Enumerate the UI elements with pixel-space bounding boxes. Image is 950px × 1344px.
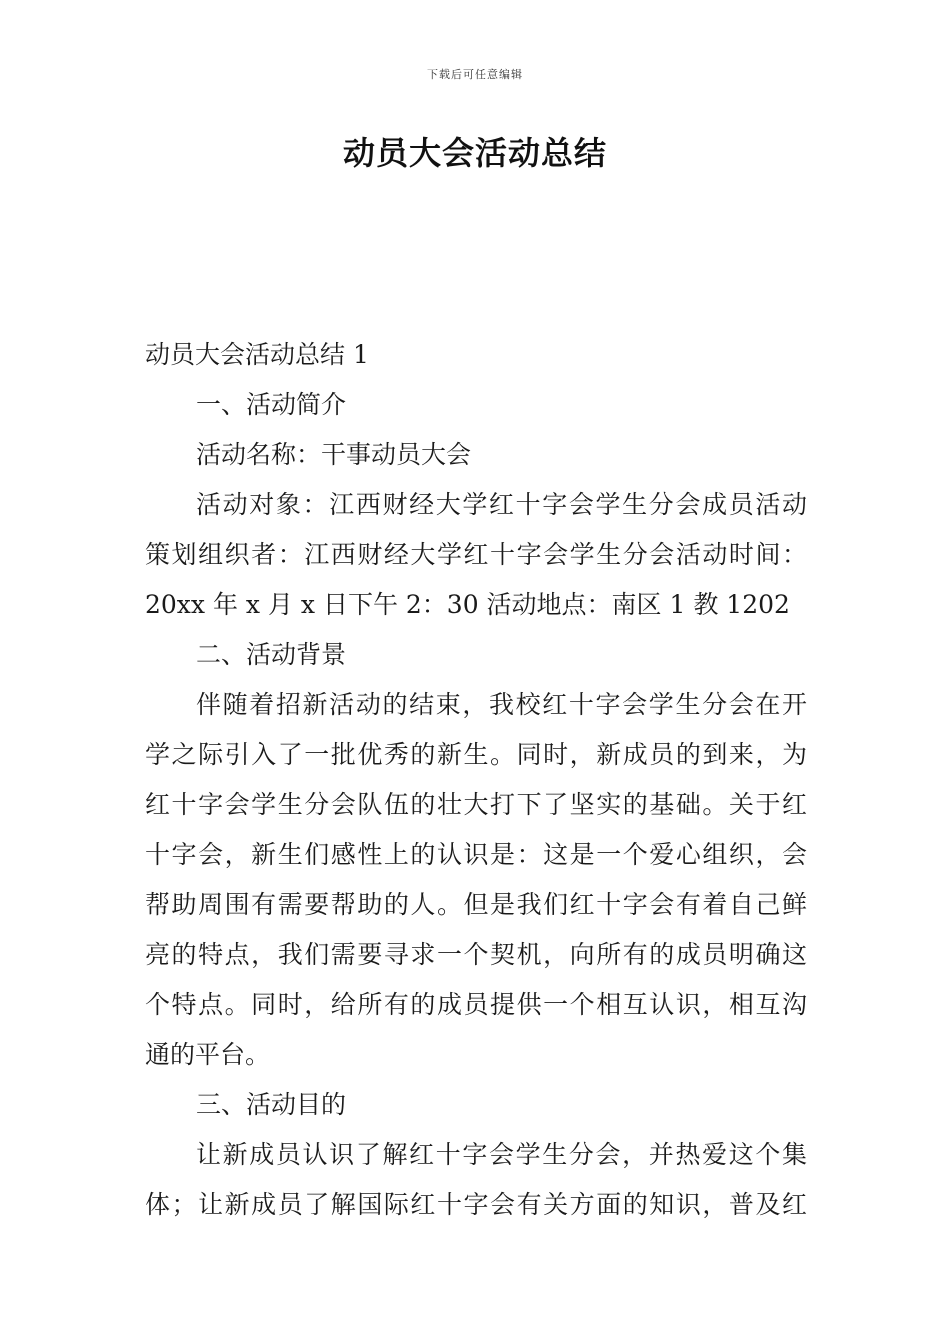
text-line: 学之际引入了一批优秀的新生。同时，新成员的到来，为 (145, 740, 807, 769)
section-title: 动员大会活动总结 1 (145, 340, 369, 369)
text-line: 策划组织者：江西财经大学红十字会学生分会活动时间： (145, 540, 807, 569)
text-line: 让新成员认识了解红十字会学生分会，并热爱这个集 (196, 1140, 807, 1169)
text-line: 红十字会学生分会队伍的壮大打下了坚实的基础。关于红 (145, 790, 807, 819)
document-title: 动员大会活动总结 (342, 134, 607, 172)
text-line: 活动名称：干事动员大会 (196, 440, 472, 469)
text-line: 20xx 年 x 月 x 日下午 2：30 活动地点：南区 1 教 1202 (145, 590, 790, 619)
text-line: 通的平台。 (145, 1040, 271, 1069)
text-line: 活动对象：江西财经大学红十字会学生分会成员活动 (196, 490, 807, 519)
text-line: 十字会，新生们感性上的认识是：这是一个爱心组织，会 (145, 840, 807, 869)
text-line: 一、活动简介 (196, 390, 347, 419)
text-line: 三、活动目的 (196, 1090, 347, 1119)
text-line: 亮的特点，我们需要寻求一个契机，向所有的成员明确这 (145, 940, 807, 969)
text-line: 个特点。同时，给所有的成员提供一个相互认识，相互沟 (145, 990, 807, 1019)
text-line: 体；让新成员了解国际红十字会有关方面的知识，普及红 (145, 1190, 807, 1219)
text-line: 伴随着招新活动的结束，我校红十字会学生分会在开 (196, 690, 807, 719)
text-line: 二、活动背景 (196, 640, 347, 669)
paragraph-lines (145, 380, 807, 1230)
header-note: 下载后可任意编辑 (427, 68, 523, 81)
text-line: 帮助周围有需要帮助的人。但是我们红十字会有着自己鲜 (145, 890, 807, 919)
document-body (145, 330, 807, 1230)
